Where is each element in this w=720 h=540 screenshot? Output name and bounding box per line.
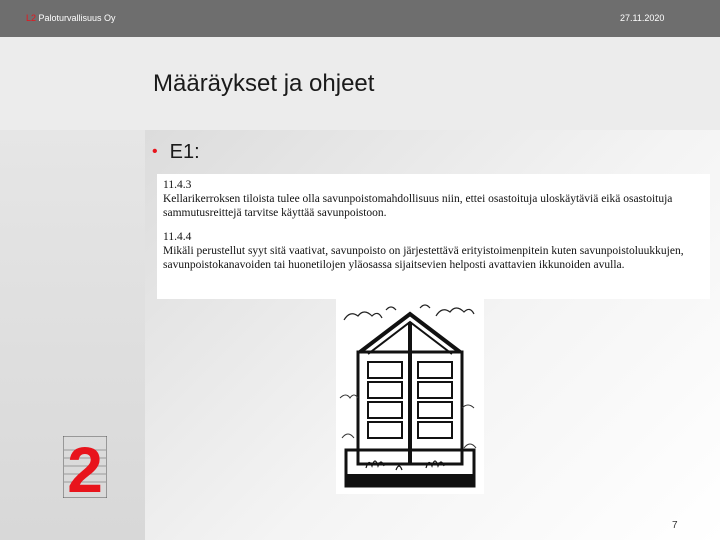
header-bar: [0, 0, 720, 37]
company-name-text: Paloturvallisuus Oy: [36, 13, 116, 23]
company-name: [26, 13, 116, 23]
logo-icon: [63, 436, 107, 498]
section-number: 11.4.4: [163, 231, 192, 243]
logo-digit: 2: [67, 436, 103, 498]
building-smoke-diagram: [336, 298, 484, 494]
company-logo-prefix: L2: [26, 13, 37, 23]
section-text: Kellarikerroksen tiloista tulee olla savunpoistomahdollisuus niin, ettei osastoituja uloskäytäviä eikä osastoituja sammutusreittejä tarvitse käyttää savunpoistoon.: [163, 193, 673, 219]
section-number: 11.4.3: [163, 179, 192, 191]
bullet-text: E1:: [169, 141, 200, 163]
regulation-text-box: [157, 174, 710, 299]
bullet-dot: •: [152, 143, 158, 160]
building-smoke-illustration: [336, 298, 484, 494]
slide-title: Määräykset ja ohjeet: [153, 70, 375, 97]
bullet-item: [152, 141, 200, 164]
page-number: 7: [672, 520, 678, 531]
l2-logo: [63, 436, 107, 498]
header-date: 27.11.2020: [620, 13, 665, 23]
section-text: Mikäli perustellut syyt sitä vaativat, savunpoisto on järjestettävä erityistoimenpitein kuten savunpoistoluukkujen, savunpoistokanavoiden tai huonetilojen yläosassa sijaitsevien helposti avattavien ikkunoiden avulla.: [163, 245, 684, 271]
